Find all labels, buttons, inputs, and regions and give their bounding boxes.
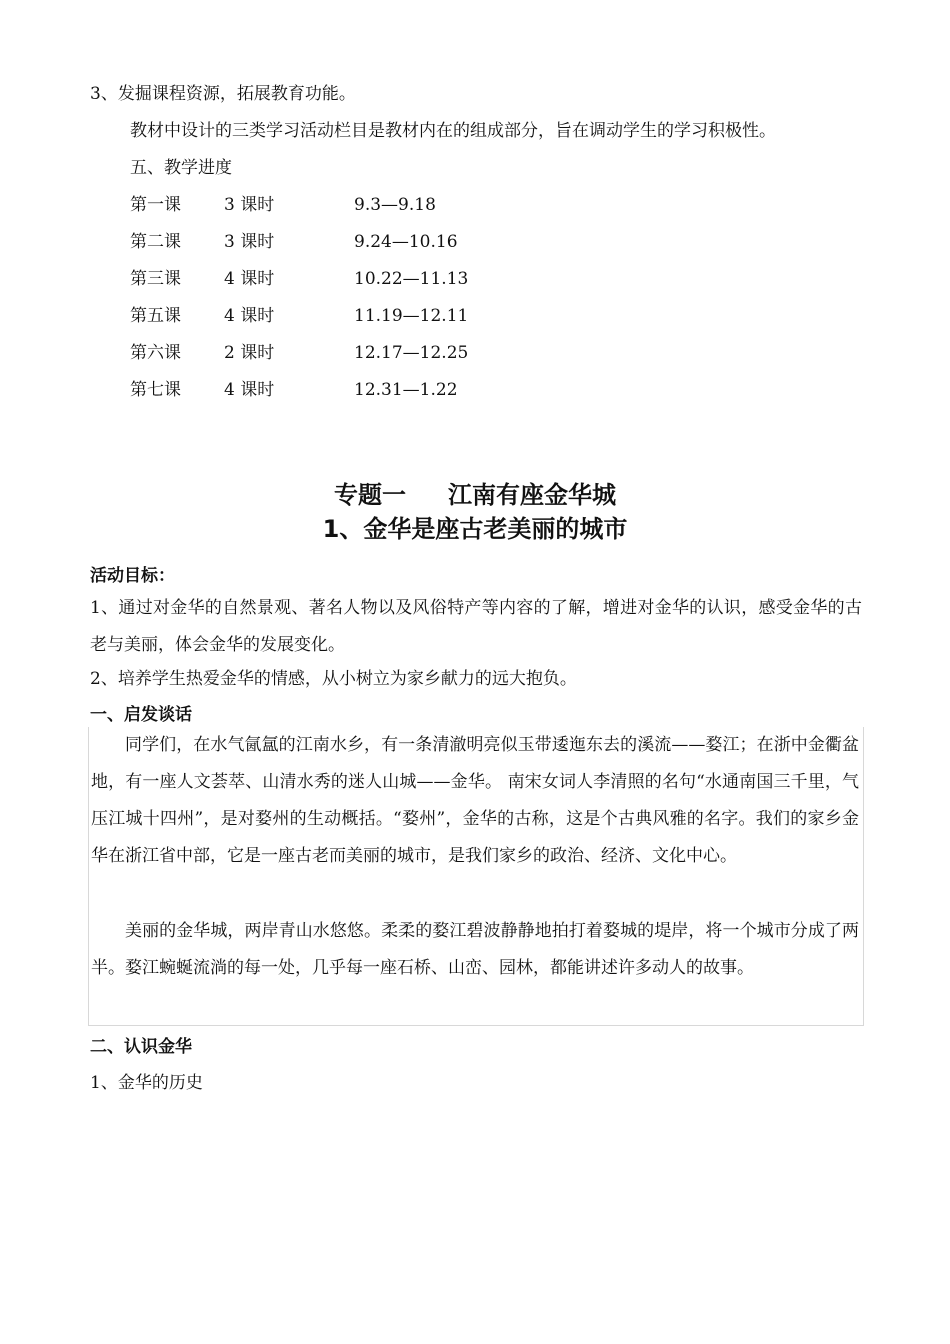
schedule-lesson: 第二课 <box>130 232 181 252</box>
intro-paragraph-2: 美丽的金华城，两岸青山水悠悠。柔柔的婺江碧波静静地拍打着婺城的堤岸，将一个城市分成了两半。婺江蜿蜒流淌的每一处，几乎每一座石桥、山峦、园林，都能讲述许多动人的故事。 <box>91 921 859 978</box>
schedule-lesson: 第一课 <box>130 195 181 215</box>
item3-heading: 3、发掘课程资源，拓展教育功能。 <box>90 84 356 104</box>
lesson-title: 1、金华是座古老美丽的城市 <box>322 515 628 543</box>
schedule-lesson: 第三课 <box>130 269 181 289</box>
schedule-lesson: 第七课 <box>130 380 181 400</box>
objectives-heading: 活动目标： <box>90 566 175 586</box>
objective-item-2: 2、培养学生热爱金华的情感，从小树立为家乡献力的远大抱负。 <box>90 669 577 689</box>
section2-item-1: 1、金华的历史 <box>90 1073 203 1093</box>
schedule-dates: 9.3—9.18 <box>354 195 436 215</box>
topic-label: 专题一 <box>334 481 406 509</box>
intro-talk-box <box>88 727 864 1026</box>
schedule-hours: 4 课时 <box>224 306 275 326</box>
schedule-hours: 2 课时 <box>224 343 275 363</box>
schedule-hours: 4 课时 <box>224 269 275 289</box>
schedule-dates: 12.17—12.25 <box>354 343 469 363</box>
schedule-dates: 11.19—12.11 <box>354 306 469 326</box>
item3-description: 教材中设计的三类学习活动栏目是教材内在的组成部分，旨在调动学生的学习积极性。 <box>130 121 776 141</box>
schedule-dates: 12.31—1.22 <box>354 380 458 400</box>
intro-paragraph-1: 同学们，在水气氤氲的江南水乡，有一条清澈明亮似玉带逶迤东去的溪流——婺江；在浙中金衢盆地，有一座人文荟萃、山清水秀的迷人山城——金华。 南宋女词人李清照的名句“水通南国三千里，气压江城十四州”，是对婺州的生动概括。“婺州”，金华的古称，这是个古典风雅的名字。我们的家乡金华在浙江省中部，它是一座古老而美丽的城市，是我们家乡的政治、经济、文化中心。 <box>91 735 859 866</box>
section5-heading: 五、教学进度 <box>130 158 232 178</box>
schedule-dates: 10.22—11.13 <box>354 269 469 289</box>
schedule-hours: 3 课时 <box>224 195 275 215</box>
section1-heading: 一、启发谈话 <box>90 705 192 725</box>
topic-name: 江南有座金华城 <box>448 481 616 509</box>
schedule-lesson: 第六课 <box>130 343 181 363</box>
schedule-hours: 3 课时 <box>224 232 275 252</box>
section2-heading: 二、认识金华 <box>90 1037 192 1057</box>
objective-item-1: 1、通过对金华的自然景观、著名人物以及风俗特产等内容的了解，增进对金华的认识，感受金华的古老与美丽，体会金华的发展变化。 <box>90 598 862 655</box>
schedule-dates: 9.24—10.16 <box>354 232 458 252</box>
schedule-hours: 4 课时 <box>224 380 275 400</box>
schedule-lesson: 第五课 <box>130 306 181 326</box>
topic-title <box>0 479 950 511</box>
